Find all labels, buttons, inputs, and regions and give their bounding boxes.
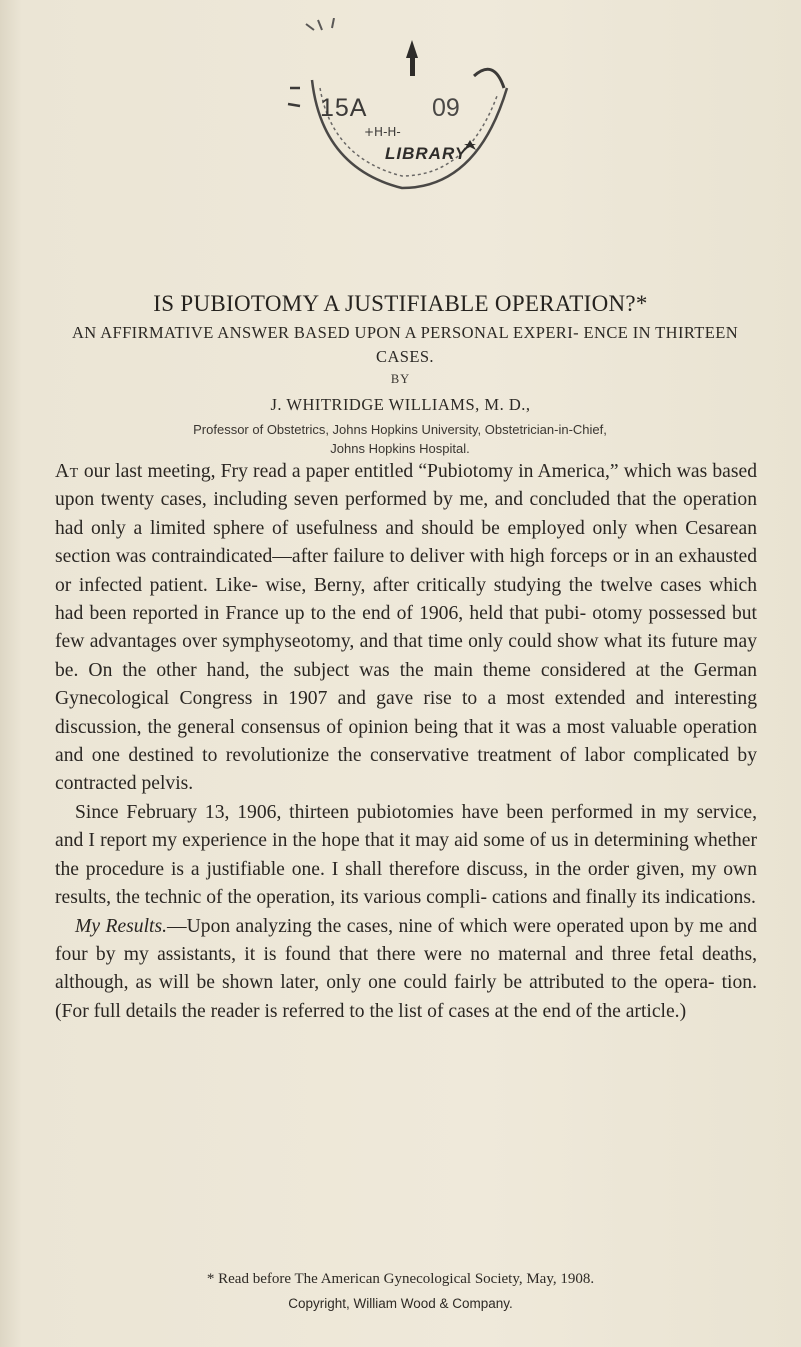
stamp-number-2: 09 [432, 94, 460, 122]
stamp-library-label: LIBRARY [385, 144, 468, 163]
library-stamp [282, 18, 532, 208]
article-subtitle: AN AFFIRMATIVE ANSWER BASED UPON A PERSONAL EXPERI- ENCE IN THIRTEEN CASES. [71, 323, 739, 366]
copyright-notice: Copyright, William Wood & Company. [288, 1296, 513, 1311]
svg-text:+H-H-: +H-H- [364, 125, 401, 139]
article-title: IS PUBIOTOMY A JUSTIFIABLE OPERATION?* [153, 291, 648, 316]
stamp-number: 15A [320, 94, 368, 122]
author-affiliation [80, 420, 720, 458]
lead-word: At [55, 461, 79, 482]
section-heading-my-results: My Results. [75, 915, 168, 937]
paragraph-3 [55, 913, 757, 1027]
article-body [55, 458, 757, 1026]
paragraph-2: Since February 13, 1906, thirteen pubiotomies have been performed in my service, and I report my experience in the hope that it may aid some of us in determining whether the procedure is a justifiable one. I shall therefore discuss, in the order given, my own results, the technic of the operation, its various compli- cations and finally its indications. [55, 801, 757, 909]
footnote: * Read before The American Gynecological Society, May, 1908. [206, 1271, 595, 1287]
affiliation-line-1: Professor of Obstetrics, Johns Hopkins University, Obstetrician-in-Chief, [193, 422, 607, 437]
paragraph-1 [55, 458, 757, 799]
affiliation-line-2: Johns Hopkins Hospital. [330, 441, 470, 456]
byline-by: BY [390, 372, 411, 386]
paragraph-1-text: our last meeting, Fry read a paper entitled “Pubiotomy in America,” which was based upon twenty cases, including seven performed by me, and concluded that the operation had only a limited sphere of usefulness and should be employed only when Cesarean section was contraindicated—after failure to deliver with high forceps or in an exhausted or infected patient. Like- wise, Berny, after critically studying the twelve cases which had been reported in France up to the end of 1906, held that pubi- otomy possessed but few advantages over symphyseotomy, and that time only could show what its future may be. On the other hand, the subject was the main theme considered at the German Gynecological Congress in 1907 and gave rise to a most extended and interesting discussion, the general consensus of opinion being that it was a most valuable operation and one destined to revolutionize the conservative treatment of labor complicated by contracted pelvis. [55, 461, 757, 795]
author-name: J. WHITRIDGE WILLIAMS, M. D., [270, 395, 531, 414]
paragraph-3-text: —Upon analyzing the cases, nine of which were operated upon by me and four by my assistants, it is found that there were no maternal and three fetal deaths, although, as will be shown later, only one could fairly be attributed to the opera- tion. (For full details the reader is referred to the list of cases at the end of the article.) [55, 915, 757, 1022]
